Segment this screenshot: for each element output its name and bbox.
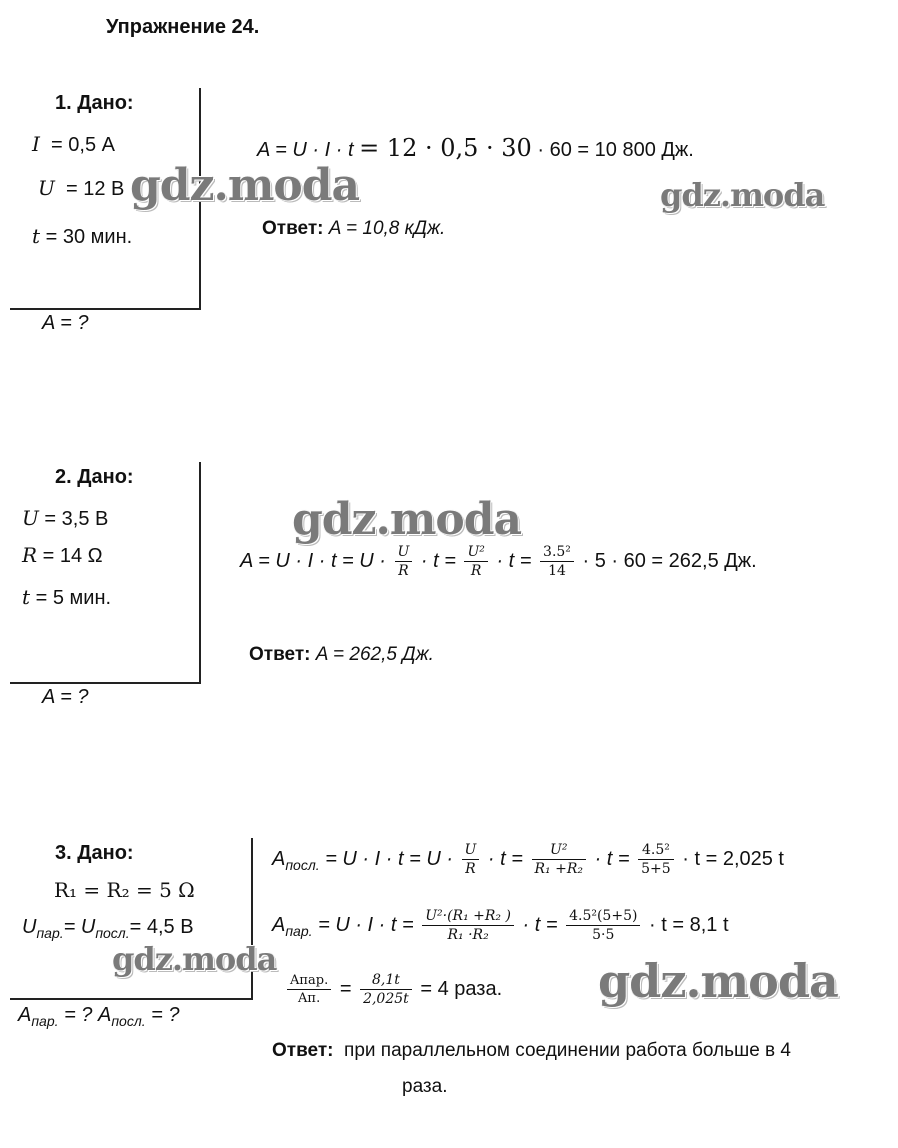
p2-divider-vertical xyxy=(199,462,201,684)
p3-equation-parallel: $A_{пар.} = U \cdot I \cdot t$ = $\frac{\text{U²·(R₁ +R₂ )}}{\text{R₁ ·R₂}}$ · t = $\frac{\text{4.5²(5+5)}}{5\cdot 5}$ · t = 8,1 t xyxy=(272,908,729,943)
p3-given-voltage: $U_{пар.}= U_{посл.}= 4,5$ В xyxy=(22,916,194,941)
page-title: Упражнение 24. xyxy=(106,16,260,38)
watermark: gdz.moda xyxy=(112,940,277,978)
problem-2-header: 2. Дано: xyxy=(55,466,134,488)
p3-answer: Ответ: при параллельном соединении работа больше в 4 xyxy=(272,1040,791,1061)
p3-answer-continued: раза. xyxy=(402,1076,448,1097)
watermark: gdz.moda xyxy=(292,494,522,545)
p3-divider-horizontal xyxy=(10,998,253,1000)
p2-find: A = ? xyxy=(42,686,89,708)
p2-answer: Ответ: A = 262,5 Дж. xyxy=(249,644,434,665)
problem-1-header: 1. Дано: xyxy=(55,92,134,114)
p1-given-current: I = 0,5 А xyxy=(32,132,115,156)
p2-equation: A = U · I · t = U · $\frac{U}{R}$ · t = $\frac{\text{U²}}{R}$ · t = $\frac{\text{3.5²}}{14}$ · 5 · 60 = 262,5 Дж. xyxy=(240,544,757,579)
p1-find: A = ? xyxy=(42,312,89,334)
watermark: gdz.moda xyxy=(130,160,360,211)
p3-find: $A_{пар.}$ = ? $A_{посл.}$ = ? xyxy=(18,1004,180,1029)
p1-divider-horizontal xyxy=(10,308,201,310)
p2-given-voltage: U = 3,5 В xyxy=(22,506,109,530)
p3-given-resistances: R₁ = R₂ = 5 Ω xyxy=(54,878,195,902)
watermark: gdz.moda xyxy=(598,954,838,1008)
p2-given-time: t = 5 мин. xyxy=(22,585,112,609)
p2-given-resistance: R = 14 Ω xyxy=(22,543,103,567)
problem-3-header: 3. Дано: xyxy=(55,842,134,864)
p2-divider-horizontal xyxy=(10,682,201,684)
p3-equation-ratio: $\frac{\text{Aпар.}}{Aп.}$ = $\frac{8,1t}{2,025t}$ = 4 раза. xyxy=(284,972,502,1007)
p1-answer: Ответ: A = 10,8 кДж. xyxy=(262,218,446,239)
p1-equation: A = U · I · t = 12 · 0,5 · 30 · 60 = 10 800 Дж. xyxy=(257,134,694,162)
p1-given-time: t = 30 мин. xyxy=(32,224,133,248)
p3-equation-series: $A_{посл.} = U \cdot I \cdot t = U$ · $\frac{U}{R}$ · t = $\frac{\text{U²}}{\text{R₁ +R₂}}$ · t = $\frac{\text{4.5²}}{5+5}$ · t = 2,025 t xyxy=(272,842,784,877)
watermark: gdz.moda xyxy=(660,176,825,214)
p1-given-voltage: U = 12 В xyxy=(38,176,125,200)
